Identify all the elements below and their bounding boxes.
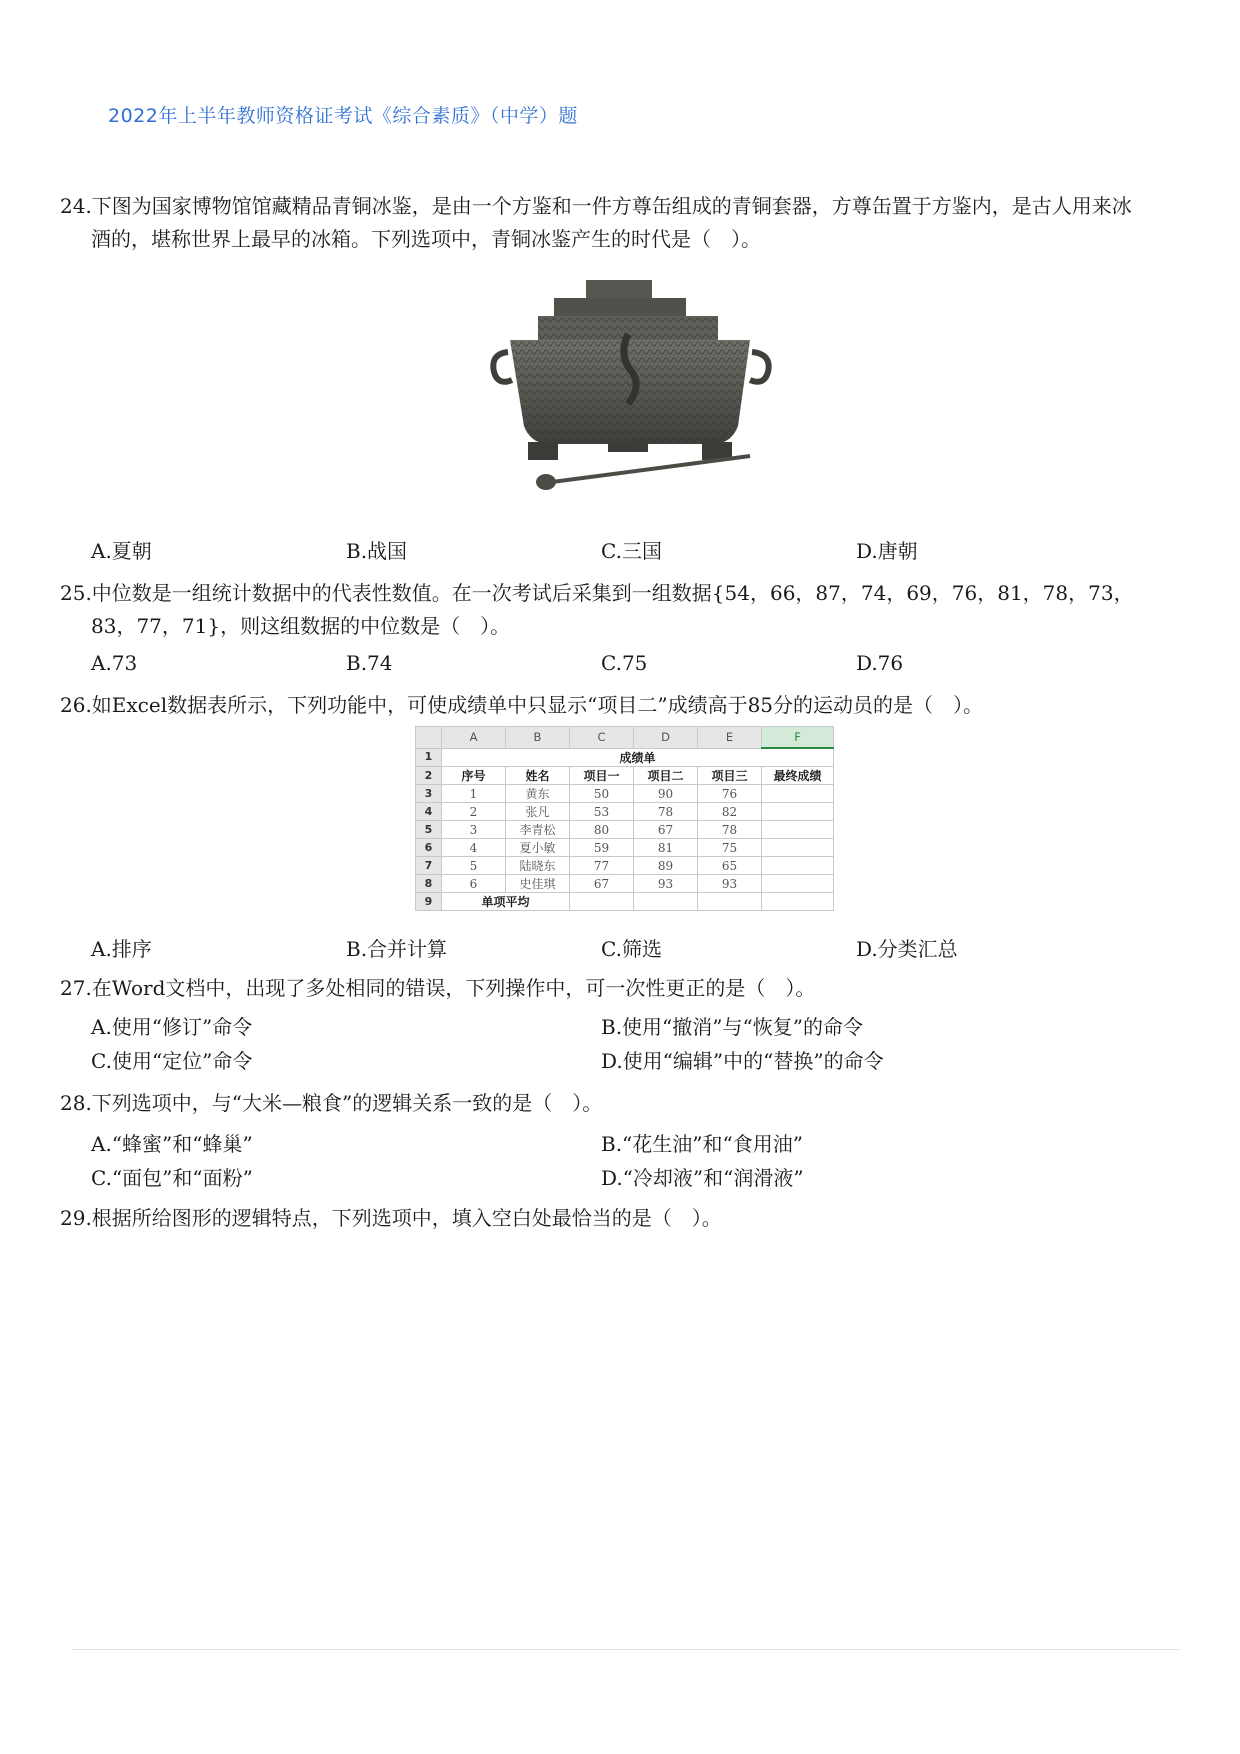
question-25 (60, 577, 1150, 643)
question-27 (60, 972, 1150, 1005)
row-header[interactable]: 7 (416, 857, 442, 875)
cell: 67 (634, 821, 698, 839)
bronze-ice-chest-illustration (488, 276, 774, 502)
option-a[interactable]: A.73 (91, 651, 138, 675)
cell: 77 (570, 857, 634, 875)
cell (570, 893, 634, 911)
option-c[interactable]: C.“面包”和“面粉” (91, 1166, 253, 1190)
table-row (416, 803, 834, 821)
option-c[interactable]: C.筛选 (601, 937, 662, 961)
cell (762, 875, 834, 893)
header-cell: 序号 (442, 767, 506, 785)
cell (762, 785, 834, 803)
cell (762, 803, 834, 821)
cell: 65 (698, 857, 762, 875)
row-header[interactable]: 5 (416, 821, 442, 839)
option-b[interactable]: B.“花生油”和“食用油” (601, 1132, 803, 1156)
question-28-options (91, 1127, 1111, 1195)
header-cell: 项目二 (634, 767, 698, 785)
question-26-stem: 26.如Excel数据表所示，下列功能中，可使成绩单中只显示“项目二”成绩高于85分的运动员的是（ ）。 (60, 693, 984, 717)
cell: 5 (442, 857, 506, 875)
sheet-header-row (416, 767, 834, 785)
cell: 李青松 (506, 821, 570, 839)
cell: 78 (698, 821, 762, 839)
row-header[interactable]: 3 (416, 785, 442, 803)
column-header[interactable]: D (634, 727, 698, 749)
header-cell: 项目三 (698, 767, 762, 785)
question-25-options (91, 651, 1111, 675)
cell (634, 893, 698, 911)
row-header[interactable]: 8 (416, 875, 442, 893)
cell: 50 (570, 785, 634, 803)
option-d[interactable]: D.唐朝 (856, 539, 918, 563)
header-cell: 项目一 (570, 767, 634, 785)
question-25-stem: 25.中位数是一组统计数据中的代表性数值。在一次考试后采集到一组数据{54，66，87，74，69，76，81，78，73，83，77，71}，则这组数据的中位数是（ ）。 (60, 581, 1134, 638)
table-row (416, 875, 834, 893)
option-a[interactable]: A.排序 (91, 937, 152, 961)
option-b[interactable]: B.使用“撤消”与“恢复”的命令 (601, 1015, 863, 1039)
cell: 81 (634, 839, 698, 857)
average-label: 单项平均 (442, 893, 570, 911)
cell: 78 (634, 803, 698, 821)
option-a[interactable]: A.夏朝 (91, 539, 152, 563)
cell: 80 (570, 821, 634, 839)
option-d[interactable]: D.分类汇总 (856, 937, 958, 961)
cell: 黄东 (506, 785, 570, 803)
sheet-title-row (416, 748, 834, 767)
excel-score-sheet (415, 726, 834, 911)
cell (698, 893, 762, 911)
row-header[interactable]: 6 (416, 839, 442, 857)
row-header[interactable]: 9 (416, 893, 442, 911)
column-header[interactable]: B (506, 727, 570, 749)
cell: 张凡 (506, 803, 570, 821)
cell: 89 (634, 857, 698, 875)
option-a[interactable]: A.“蜂蜜”和“蜂巢” (91, 1132, 253, 1156)
option-a[interactable]: A.使用“修订”命令 (91, 1015, 253, 1039)
cell: 76 (698, 785, 762, 803)
cell (762, 893, 834, 911)
cell: 75 (698, 839, 762, 857)
question-28-stem: 28.下列选项中，与“大米—粮食”的逻辑关系一致的是（ ）。 (60, 1091, 603, 1115)
question-29-stem: 29.根据所给图形的逻辑特点，下列选项中，填入空白处最恰当的是（ ）。 (60, 1206, 722, 1230)
cell: 53 (570, 803, 634, 821)
option-d[interactable]: D.76 (856, 651, 904, 675)
option-c[interactable]: C.75 (601, 651, 648, 675)
cell: 3 (442, 821, 506, 839)
row-header[interactable]: 4 (416, 803, 442, 821)
column-header-row (416, 727, 834, 749)
sheet-title: 成绩单 (442, 748, 834, 767)
question-24-stem: 24.下图为国家博物馆馆藏精品青铜冰鉴，是由一个方鉴和一件方尊缶组成的青铜套器，方尊缶置于方鉴内，是古人用来冰酒的，堪称世界上最早的冰箱。下列选项中，青铜冰鉴产生的时代是（ ）。 (60, 194, 1132, 251)
cell: 夏小敏 (506, 839, 570, 857)
option-b[interactable]: B.合并计算 (346, 937, 448, 961)
corner-cell (416, 727, 442, 749)
question-29 (60, 1202, 1150, 1235)
column-header-selected[interactable]: F (762, 727, 834, 749)
option-d[interactable]: D.“冷却液”和“润滑液” (601, 1166, 804, 1190)
bronze-ice-chest-image (488, 276, 774, 502)
header-cell: 最终成绩 (762, 767, 834, 785)
question-24-options (91, 535, 1111, 564)
question-27-options (91, 1010, 1111, 1078)
cell: 59 (570, 839, 634, 857)
option-c[interactable]: C.三国 (601, 539, 662, 563)
column-header[interactable]: C (570, 727, 634, 749)
cell: 2 (442, 803, 506, 821)
cell: 82 (698, 803, 762, 821)
option-b[interactable]: B.74 (346, 651, 393, 675)
cell (762, 821, 834, 839)
cell: 史佳琪 (506, 875, 570, 893)
cell: 6 (442, 875, 506, 893)
cell: 4 (442, 839, 506, 857)
cell (762, 857, 834, 875)
option-b[interactable]: B.战国 (346, 539, 408, 563)
table-row (416, 821, 834, 839)
column-header[interactable]: E (698, 727, 762, 749)
table-row (416, 839, 834, 857)
cell: 陆晓东 (506, 857, 570, 875)
row-header[interactable]: 1 (416, 748, 442, 767)
table-row (416, 785, 834, 803)
question-24 (60, 190, 1150, 256)
table-row (416, 857, 834, 875)
cell: 1 (442, 785, 506, 803)
question-26 (60, 689, 1150, 722)
cell (762, 839, 834, 857)
cell: 67 (570, 875, 634, 893)
column-header[interactable]: A (442, 727, 506, 749)
cell: 93 (634, 875, 698, 893)
question-28 (60, 1087, 1150, 1120)
question-27-stem: 27.在Word文档中，出现了多处相同的错误，下列操作中，可一次性更正的是（ ）。 (60, 976, 816, 1000)
row-header[interactable]: 2 (416, 767, 442, 785)
option-d[interactable]: D.使用“编辑”中的“替换”的命令 (601, 1049, 884, 1073)
page-title: 2022年上半年教师资格证考试《综合素质》（中学）题 (108, 105, 578, 127)
question-26-options (91, 933, 1111, 962)
sheet-footer-row (416, 893, 834, 911)
cell: 90 (634, 785, 698, 803)
cell: 93 (698, 875, 762, 893)
footer-divider (72, 1649, 1180, 1650)
option-c[interactable]: C.使用“定位”命令 (91, 1049, 253, 1073)
header-cell: 姓名 (506, 767, 570, 785)
